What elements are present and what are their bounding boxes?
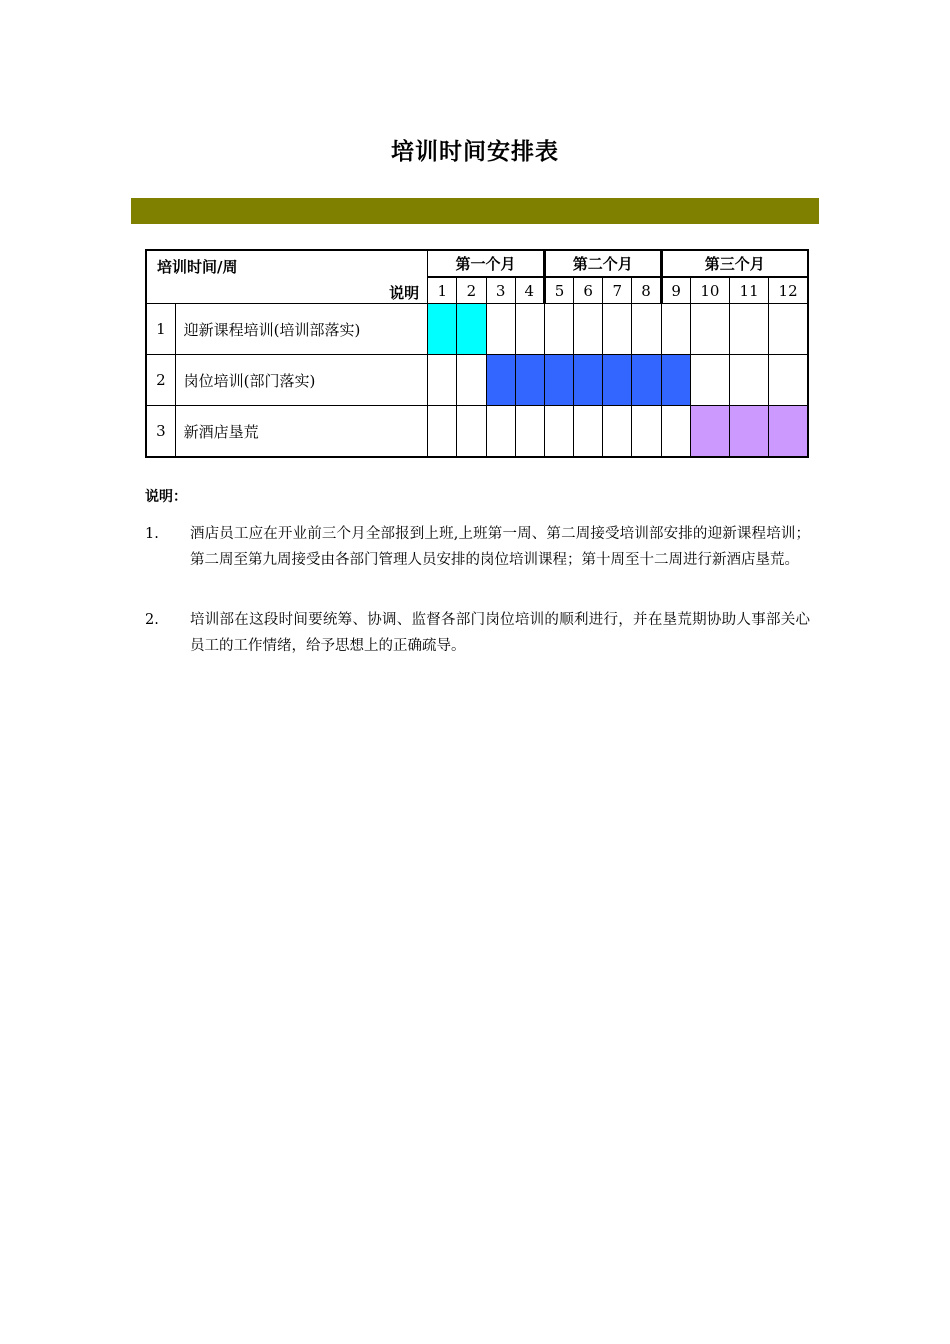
week-cell — [661, 304, 690, 355]
week-cell — [661, 355, 690, 406]
schedule-row — [146, 355, 808, 406]
task-name: 迎新课程培训(培训部落实) — [175, 304, 428, 355]
note-number: 2. — [145, 612, 159, 628]
week-cell — [457, 304, 486, 355]
schedule-table — [145, 249, 809, 458]
schedule-row — [146, 406, 808, 458]
header-description-label: 说明 — [389, 284, 420, 302]
week-header: 11 — [729, 277, 768, 304]
week-header: 8 — [632, 277, 661, 304]
decorative-band — [131, 198, 819, 224]
page-title: 培训时间安排表 — [391, 139, 559, 165]
week-header: 7 — [603, 277, 632, 304]
week-cell — [486, 304, 515, 355]
week-cell — [515, 406, 544, 458]
month-header-row — [146, 250, 808, 277]
week-header: 1 — [428, 277, 457, 304]
header-period-label: 培训时间/周 — [157, 258, 238, 276]
note-number: 1. — [145, 526, 159, 542]
week-cell — [729, 406, 768, 458]
week-cell — [486, 355, 515, 406]
week-cell — [544, 355, 573, 406]
week-cell — [729, 355, 768, 406]
week-cell — [574, 304, 603, 355]
notes-heading: 说明： — [145, 489, 187, 505]
week-cell — [515, 304, 544, 355]
week-cell — [632, 406, 661, 458]
week-cell — [515, 355, 544, 406]
week-cell — [769, 355, 808, 406]
week-cell — [603, 355, 632, 406]
week-cell — [769, 304, 808, 355]
week-cell — [428, 355, 457, 406]
row-number: 2 — [146, 355, 175, 406]
row-number: 1 — [146, 304, 175, 355]
week-header: 12 — [769, 277, 808, 304]
note-item — [145, 521, 810, 573]
week-cell — [574, 406, 603, 458]
task-name: 新酒店垦荒 — [175, 406, 428, 458]
note-item — [145, 607, 810, 659]
week-header: 10 — [690, 277, 729, 304]
month-header: 第三个月 — [661, 250, 808, 277]
week-cell — [632, 355, 661, 406]
task-name: 岗位培训(部门落实) — [175, 355, 428, 406]
week-cell — [428, 406, 457, 458]
note-text: 培训部在这段时间要统筹、协调、监督各部门岗位培训的顺利进行，并在垦荒期协助人事部关心员工的工作情绪，给予思想上的正确疏导。 — [190, 612, 810, 654]
week-cell — [574, 355, 603, 406]
week-cell — [632, 304, 661, 355]
month-header: 第一个月 — [428, 250, 545, 277]
week-header: 2 — [457, 277, 486, 304]
header-label-cell — [146, 250, 428, 304]
week-cell — [690, 355, 729, 406]
week-cell — [544, 406, 573, 458]
week-cell — [661, 406, 690, 458]
week-cell — [690, 304, 729, 355]
week-cell — [457, 406, 486, 458]
week-cell — [486, 406, 515, 458]
week-cell — [769, 406, 808, 458]
week-header: 4 — [515, 277, 544, 304]
week-cell — [457, 355, 486, 406]
week-cell — [729, 304, 768, 355]
week-cell — [544, 304, 573, 355]
week-header: 6 — [574, 277, 603, 304]
week-cell — [603, 406, 632, 458]
week-header: 3 — [486, 277, 515, 304]
week-cell — [603, 304, 632, 355]
schedule-row — [146, 304, 808, 355]
month-header: 第二个月 — [544, 250, 661, 277]
week-header: 9 — [661, 277, 690, 304]
week-header: 5 — [544, 277, 573, 304]
row-number: 3 — [146, 406, 175, 458]
week-cell — [428, 304, 457, 355]
note-text: 酒店员工应在开业前三个月全部报到上班,上班第一周、第二周接受培训部安排的迎新课程培训；第二周至第九周接受由各部门管理人员安排的岗位培训课程；第十周至十二周进行新酒店垦荒。 — [190, 526, 810, 568]
week-cell — [690, 406, 729, 458]
